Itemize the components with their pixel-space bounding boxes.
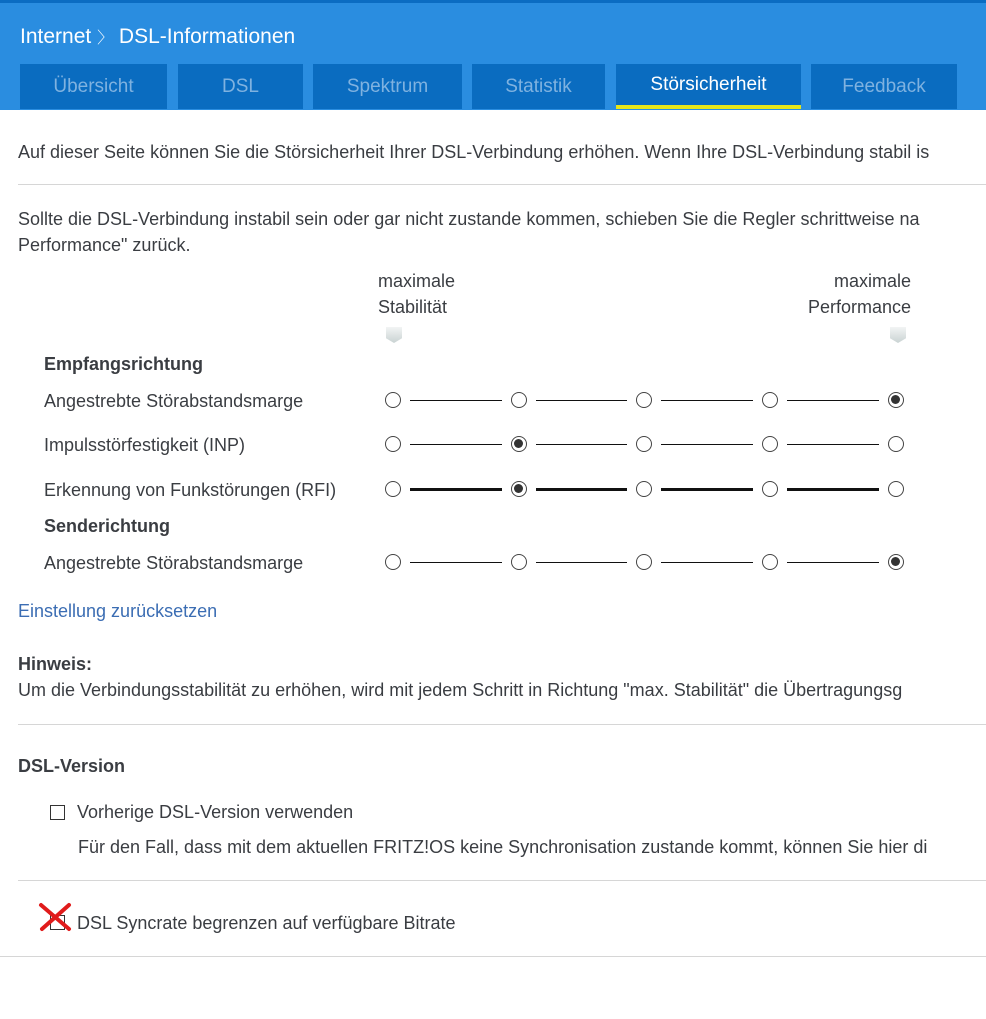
intro-text: Auf dieser Seite können Sie die Störsicherheit Ihrer DSL-Verbindung erhöhen. Wenn Ihre DSL-Verbindung stabil is: [18, 142, 930, 162]
slider-step-radio[interactable]: [762, 392, 778, 408]
tab-spektrum[interactable]: Spektrum: [313, 64, 462, 109]
slider-step-radio[interactable]: [385, 436, 401, 452]
slider-step-radio[interactable]: [511, 481, 527, 497]
slider-track-segment: [410, 488, 502, 491]
scale-left-line-2: Stabilität: [378, 297, 448, 317]
slider-track-segment: [787, 488, 879, 491]
slider-track-segment: [410, 562, 502, 564]
slider-step-radio[interactable]: [762, 481, 778, 497]
divider: [18, 724, 986, 725]
divider: [18, 880, 986, 881]
slider-step-radio[interactable]: [762, 436, 778, 452]
slider-track-segment: [661, 562, 753, 564]
slider-step-radio[interactable]: [636, 392, 652, 408]
slider-track-segment: [787, 562, 879, 564]
section-heading: Empfangsrichtung: [44, 354, 204, 374]
slider-track-segment: [787, 444, 879, 446]
performance-marker-icon: [890, 327, 906, 343]
red-x-annotation-icon: [38, 902, 72, 932]
slider-track-segment: [536, 444, 627, 446]
scale-left-line-1: maximale: [378, 271, 456, 291]
slider-step-radio[interactable]: [888, 392, 904, 408]
slider-step-radio[interactable]: [511, 392, 527, 408]
note-title: Hinweis:: [18, 654, 93, 674]
slider-step-radio[interactable]: [385, 392, 401, 408]
slider-step-radio[interactable]: [762, 554, 778, 570]
slider-track-segment: [661, 400, 753, 402]
syncrate-limit-label[interactable]: DSL Syncrate begrenzen auf verfügbare Bitrate: [77, 913, 456, 933]
slider-step-radio[interactable]: [636, 554, 652, 570]
tab-dsl[interactable]: DSL: [178, 64, 303, 109]
tab-statistik[interactable]: Statistik: [472, 64, 605, 109]
section-heading: Senderichtung: [44, 516, 171, 536]
row-label: Angestrebte Störabstandsmarge: [44, 391, 304, 411]
note-text: Um die Verbindungsstabilität zu erhöhen, wird mit jedem Schritt in Richtung "max. Stabilität" die Übertragungsg: [18, 680, 903, 700]
slider-step-radio[interactable]: [888, 554, 904, 570]
divider: [0, 956, 986, 957]
breadcrumb-current: DSL-Informationen: [118, 25, 296, 48]
slider-track-segment: [410, 444, 502, 446]
divider: [18, 184, 986, 185]
previous-dsl-version-checkbox[interactable]: [50, 805, 65, 820]
instructions-line-1: Sollte die DSL-Verbindung instabil sein oder gar nicht zustande kommen, schieben Sie die Regler schrittweise na: [18, 209, 920, 229]
tab-feedback[interactable]: Feedback: [811, 64, 957, 109]
slider-track-segment: [661, 444, 753, 446]
row-label: Angestrebte Störabstandsmarge: [44, 553, 304, 573]
slider-step-radio[interactable]: [888, 436, 904, 452]
chevron-right-icon: 〉: [97, 30, 114, 47]
slider-step-radio[interactable]: [385, 554, 401, 570]
slider-step-radio[interactable]: [636, 436, 652, 452]
previous-dsl-version-label[interactable]: Vorherige DSL-Version verwenden: [77, 802, 354, 822]
row-label: Erkennung von Funkstörungen (RFI): [44, 480, 337, 500]
slider-track-segment: [536, 488, 627, 491]
row-label: Impulsstörfestigkeit (INP): [44, 435, 246, 455]
scale-right-line-1: maximale: [833, 271, 911, 291]
instructions-line-2: Performance" zurück.: [18, 235, 191, 255]
slider-step-radio[interactable]: [636, 481, 652, 497]
slider-track-segment: [536, 562, 627, 564]
dsl-version-description: Für den Fall, dass mit dem aktuellen FRITZ!OS keine Synchronisation zustande kommt, können Sie hier di: [78, 837, 928, 857]
tab-stoersicherheit[interactable]: Störsicherheit: [616, 64, 801, 109]
slider-track-segment: [787, 400, 879, 402]
slider-step-radio[interactable]: [511, 554, 527, 570]
stability-marker-icon: [386, 327, 402, 343]
slider-step-radio[interactable]: [511, 436, 527, 452]
slider-step-radio[interactable]: [385, 481, 401, 497]
slider-track-segment: [410, 400, 502, 402]
dsl-version-heading: DSL-Version: [18, 756, 126, 776]
slider-step-radio[interactable]: [888, 481, 904, 497]
reset-link[interactable]: Einstellung zurücksetzen: [18, 601, 218, 621]
tab-uebersicht[interactable]: Übersicht: [20, 64, 167, 109]
breadcrumb: [20, 25, 295, 49]
scale-right-line-2: Performance: [807, 297, 911, 317]
slider-track-segment: [536, 400, 627, 402]
slider-track-segment: [661, 488, 753, 491]
breadcrumb-parent[interactable]: Internet: [20, 25, 92, 48]
